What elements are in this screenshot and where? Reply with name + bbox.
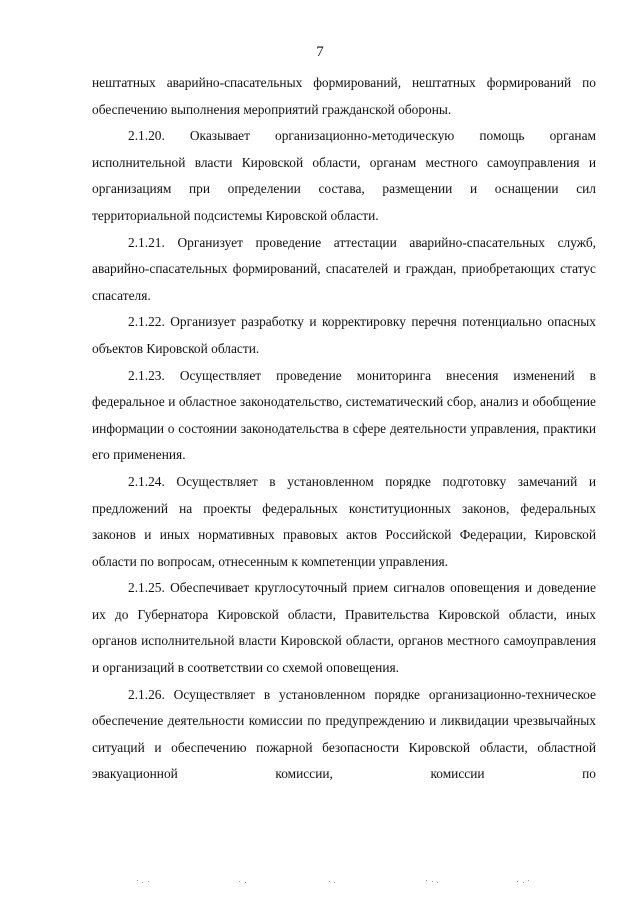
paragraph-2-1-22: 2.1.22. Организует разработку и корректировку перечня потенциально опасных объектов Кировской области. <box>92 314 596 356</box>
scan-speck <box>517 881 518 882</box>
scan-speck <box>142 882 143 883</box>
scan-speck <box>329 881 330 882</box>
scan-speck <box>437 882 438 883</box>
paragraph-2-1-24: 2.1.24. Осуществляет в установленном порядке подготовку замечаний и предложений на проекты федеральных конституционных законов, федеральных законов и иных нормативных правовых актов Российской Федерации, Кировской области по вопросам, отнесенным к компетенции управления. <box>92 473 596 569</box>
paragraph-2-1-21: 2.1.21. Организует проведение аттестации аварийно-спасательных служб, аварийно-спасательных формирований, спасателей и граждан, приобретающих статус спасателя. <box>92 234 596 303</box>
paragraph-2-1-23: 2.1.23. Осуществляет проведение мониторинга внесения изменений в федеральное и областное законодательство, систематический сбор, анализ и обобщение информации о состоянии законодательства в сфере деятельности управления, практики его применения. <box>92 367 596 463</box>
page-number: 7 <box>316 44 324 60</box>
scan-speck <box>432 881 433 882</box>
paragraph-continuation: нештатных аварийно-спасательных формирований, нештатных формирований по обеспечению выполнения мероприятий гражданской обороны. <box>92 75 596 117</box>
scan-speck <box>137 880 138 881</box>
scan-speck <box>523 882 524 883</box>
scan-speck <box>245 882 246 883</box>
scan-speck <box>528 880 529 881</box>
scan-artifacts <box>0 876 640 890</box>
document-body <box>92 70 596 788</box>
scan-speck <box>239 881 240 882</box>
paragraph-2-1-26: 2.1.26. Осуществляет в установленном порядке организационно-техническое обеспечение деятельности комиссии по предупреждению и ликвидации чрезвычайных ситуаций и обеспечению пожарной безопасности Кировской области, областной эвакуационной комиссии, комиссии по <box>92 686 596 782</box>
scan-speck <box>334 882 335 883</box>
scan-speck <box>426 880 427 881</box>
paragraph-2-1-20: 2.1.20. Оказывает организационно-методическую помощь органам исполнительной власти Кировской области, органам местного самоуправления и организациям при определении состава, размещении и оснащении сил территориальной подсистемы Кировской области. <box>92 128 596 223</box>
scan-speck <box>148 881 149 882</box>
paragraph-2-1-25: 2.1.25. Обеспечивает круглосуточный прием сигналов оповещения и доведение их до Губернатора Кировской области, Правительства Кировской области, иных органов исполнительной власти Кировской области, органов местного самоуправления и организаций в соответствии со схемой оповещения. <box>92 580 596 676</box>
